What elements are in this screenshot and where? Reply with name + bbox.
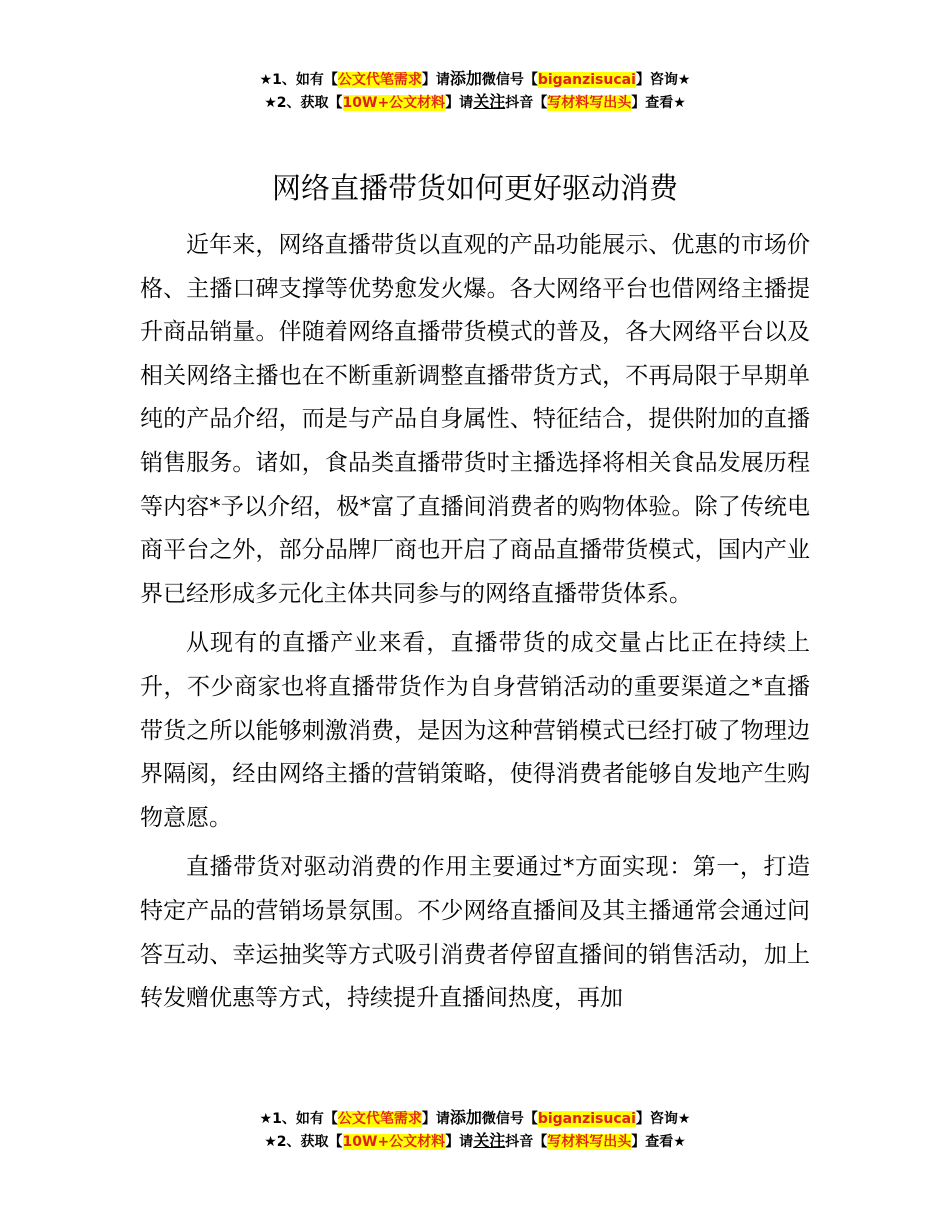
banner-text: ★1、如有【 [259, 72, 338, 88]
banner-text: 添加 [449, 1108, 482, 1127]
banner-highlight-wechat-id: biganzisucai [537, 1111, 636, 1127]
banner-text: 】查看★ [631, 1134, 686, 1150]
banner-highlight-materials: 10W+公文材料 [342, 95, 446, 111]
banner-highlight-douyin: 写材料写出头 [547, 1134, 632, 1150]
banner-highlight-douyin: 写材料写出头 [547, 95, 632, 111]
banner-highlight-service: 公文代笔需求 [337, 72, 422, 88]
banner-text: 】请 [421, 1111, 450, 1127]
banner-text: 】查看★ [631, 95, 686, 111]
paragraph: 从现有的直播产业来看，直播带货的成交量占比正在持续上升，不少商家也将直播带货作为自身营销活动的重要渠道之*直播带货之所以能够刺激消费，是因为这种营销模式已经打破了物理边界隔阂，经由网络主播的营销策略，使得消费者能够自发地产生购物意愿。 [140, 630, 810, 831]
banner-text: 】咨询★ [635, 1111, 691, 1127]
footer-ad-banner [0, 1107, 950, 1153]
banner-text: 】请 [445, 1134, 474, 1150]
banner-text: ★2、获取【 [264, 95, 343, 111]
banner-text: 抖音【 [505, 1134, 548, 1150]
banner-line-2 [0, 91, 950, 114]
banner-text: 】请 [421, 72, 450, 88]
document-body [140, 224, 810, 1027]
banner-text: 抖音【 [505, 95, 548, 111]
banner-highlight-materials: 10W+公文材料 [342, 1134, 446, 1150]
banner-highlight-service: 公文代笔需求 [337, 1111, 422, 1127]
banner-text: ★2、获取【 [264, 1134, 343, 1150]
banner-highlight-wechat-id: biganzisucai [537, 72, 636, 88]
paragraph: 直播带货对驱动消费的作用主要通过*方面实现：第一，打造特定产品的营销场景氛围。不少网络直播间及其主播通常会通过问答互动、幸运抽奖等方式吸引消费者停留直播间的销售活动，加上转发赠优惠等方式，持续提升直播间热度，再加 [140, 854, 810, 1012]
banner-text: 关注 [473, 92, 506, 111]
banner-text: 】咨询★ [635, 72, 691, 88]
banner-text: 关注 [473, 1131, 506, 1150]
banner-line-1 [0, 1107, 950, 1130]
banner-line-1 [0, 68, 950, 91]
banner-line-2 [0, 1130, 950, 1153]
banner-text: 微信号【 [481, 72, 538, 88]
banner-text: ★1、如有【 [259, 1111, 338, 1127]
banner-text: 添加 [449, 69, 482, 88]
header-ad-banner [0, 68, 950, 114]
banner-text: 】请 [445, 95, 474, 111]
paragraph: 近年来，网络直播带货以直观的产品功能展示、优惠的市场价格、主播口碑支撑等优势愈发火爆。各大网络平台也借网络主播提升商品销量。伴随着网络直播带货模式的普及，各大网络平台以及相关网络主播也在不断重新调整直播带货方式，不再局限于早期单纯的产品介绍，而是与产品自身属性、特征结合，提供附加的直播销售服务。诸如，食品类直播带货时主播选择将相关食品发展历程等内容*予以介绍，极*富了直播间消费者的购物体验。除了传统电商平台之外，部分品牌厂商也开启了商品直播带货模式，国内产业界已经形成多元化主体共同参与的网络直播带货体系。 [140, 232, 810, 607]
banner-text: 微信号【 [481, 1111, 538, 1127]
document-title: 网络直播带货如何更好驱动消费 [271, 171, 678, 205]
